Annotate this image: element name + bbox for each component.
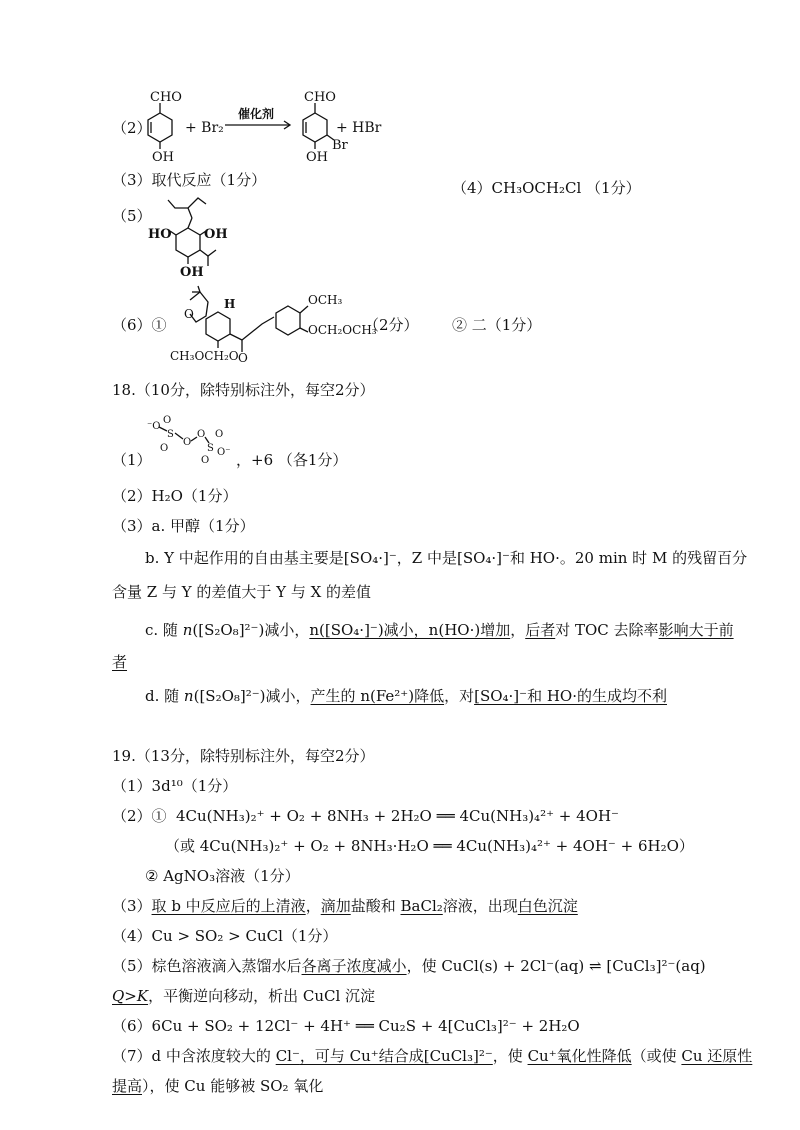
p5-oh-right: OH (204, 227, 228, 242)
reactant-cho: CHO (150, 90, 182, 105)
q19-p7-f: （或使 (631, 1047, 682, 1065)
q17-p4: （4）CH₃OCH₂Cl （1分） (452, 179, 641, 197)
q18-p3c-g: 对 TOC 去除率 (555, 621, 659, 639)
product-cho: CHO (304, 90, 336, 105)
q19-p5-c: ，使 CuCl(s) + 2Cl⁻(aq) ⇌ [CuCl₃]²⁻(aq) (406, 957, 706, 975)
p6-och3: OCH₃ (308, 293, 343, 307)
plus-br2: + Br₂ (185, 120, 224, 136)
q19-p2-part2: ② AgNO₃溶液（1分） (145, 867, 300, 885)
q18-p3c-line2: 者 (112, 653, 128, 671)
product-oh: OH (306, 150, 328, 165)
q17-p6-part2: ② 二（1分） (452, 316, 542, 334)
q19-p3-d: 滴加 (320, 897, 351, 915)
q19-p7-b: Cl⁻ (275, 1047, 300, 1065)
q18-p3d-c: ([S₂O₈]²⁻)减小， (193, 687, 311, 705)
q19-p5-d: Q>K (112, 987, 149, 1005)
q19-p7-e: Cu⁺氧化性降低 (527, 1047, 632, 1065)
q17-p6-label: （6）① (112, 316, 167, 334)
q17-p2-reaction (140, 85, 520, 165)
q19-p2-eq1: 4Cu(NH₃)₂⁺ + O₂ + 8NH₃ + 2H₂O ══ 4Cu(NH₃)₄²⁺ + 4OH⁻ (176, 807, 619, 825)
q19-p5-line2 (112, 986, 375, 1006)
q18-p3c-d: n([SO₄·]⁻)减小，n(HO·)增加 (309, 621, 511, 639)
q19-p2-label: （2）① (112, 807, 167, 825)
q17-p3: （3）取代反应（1分） (112, 171, 267, 189)
svg-text:⁻O: ⁻O (147, 421, 161, 432)
q18-p3b-line2: 含量 Z 与 Y 的差值大于 Y 与 X 的差值 (112, 583, 372, 601)
q19-p4: （4）Cu > SO₂ > CuCl（1分） (112, 927, 338, 945)
svg-text:S: S (207, 443, 214, 454)
q18-p1-answer: ，+6 （各1分） (236, 451, 348, 469)
q18-p3d-a: d. 随 (145, 687, 184, 705)
p5-benzene-ring (176, 228, 200, 257)
q19-p2-eq2: （或 4Cu(NH₃)₂⁺ + O₂ + 8NH₃·H₂O ══ 4Cu(NH₃)₄²⁺ + 4OH⁻ + 6H₂O） (165, 837, 694, 855)
p6-benzene-ring-a (206, 312, 230, 341)
q19-p3 (112, 896, 578, 916)
q18-p3c-f: 后者 (525, 621, 556, 639)
catalyst-label: 催化剂 (238, 107, 275, 121)
q19-p7-a: （7）d 中含浓度较大的 (112, 1047, 276, 1065)
p6-o-ring: O (184, 307, 194, 321)
q18-p1-peroxydisulfate-structure (145, 415, 235, 465)
p6-h: H (224, 297, 236, 311)
q17-p6-points: （2分） (364, 316, 419, 334)
q18-p3d (145, 686, 667, 706)
q18-p3d-f: [SO₄·]⁻和 HO·的生成均不利 (474, 687, 667, 705)
q18-p3d-d: 产生的 n(Fe²⁺)降低 (310, 687, 445, 705)
q19-header: 19.（13分，除特别标注外，每空2分） (112, 747, 375, 765)
q19-p7-line2 (112, 1076, 323, 1096)
q19-p3-e: 盐酸和 (350, 897, 401, 915)
q19-p7-line1 (112, 1046, 752, 1066)
q17-p6-structure (160, 282, 395, 367)
q18-p3b-line1: b. Y 中起作用的自由基主要是[SO₄·]⁻，Z 中是[SO₄·]⁻和 HO·。20 min 时 M 的残留百分 (145, 549, 748, 567)
q19-p5-e: ，平衡逆向移动，析出 CuCl 沉淀 (148, 987, 376, 1005)
q19-p6: （6）6Cu + SO₂ + 12Cl⁻ + 4H⁺ ══ Cu₂S + 4[CuCl₃]²⁻ + 2H₂O (112, 1017, 580, 1035)
svg-text:O: O (215, 429, 224, 440)
svg-text:O: O (197, 429, 206, 440)
p6-o-ketone: O (238, 351, 248, 365)
svg-text:O: O (183, 437, 192, 448)
q19-p7-g: Cu 还原性 (681, 1047, 753, 1065)
svg-text:O: O (160, 443, 169, 454)
product-br: Br (332, 138, 348, 153)
p6-ch3och2o: CH₃OCH₂O (170, 349, 239, 363)
q19-p5-a: （5）棕色溶液滴入蒸馏水后 (112, 957, 302, 975)
q19-p7-h: 提高 (112, 1077, 143, 1095)
q18-p3c-h: 影响大于前 (658, 621, 734, 639)
svg-text:S: S (167, 429, 174, 440)
q18-p3d-e: ，对 (444, 687, 475, 705)
q19-p1: （1）3d¹⁰（1分） (112, 777, 238, 795)
p6-benzene-ring-b (276, 306, 300, 335)
q18-p3c-line1 (145, 620, 734, 640)
plus-hbr: + HBr (336, 120, 382, 136)
q18-header: 18.（10分，除特别标注外，每空2分） (112, 381, 375, 399)
q19-p3-c: ， (305, 897, 321, 915)
svg-text:O: O (201, 455, 210, 465)
q19-p3-h: 白色沉淀 (517, 897, 578, 915)
q19-p3-b: 取 b 中反应后的上清液 (151, 897, 306, 915)
q18-p3a: （3）a. 甲醇（1分） (112, 517, 255, 535)
q19-p3-f: BaCl₂ (400, 897, 443, 915)
q19-p7-d: ，使 (492, 1047, 528, 1065)
q18-p3c-c: ([S₂O₈]²⁻)减小， (192, 621, 310, 639)
q18-p3c-a: c. 随 (145, 621, 183, 639)
q19-p7-i: ），使 Cu 能够被 SO₂ 氧化 (142, 1077, 324, 1095)
q18-p2: （2）H₂O（1分） (112, 487, 238, 505)
q19-p7-c: ，可与 Cu⁺结合成[CuCl₃]²⁻ (299, 1047, 493, 1065)
q17-p5-structure (140, 190, 250, 280)
q18-p3c-b: n (182, 621, 193, 639)
p6-och2och3-right: OCH₂OCH₃ (308, 323, 377, 337)
p5-ho-left: HO (148, 227, 172, 242)
p5-oh-bottom: OH (180, 265, 204, 280)
q19-p3-g: 溶液，出现 (442, 897, 518, 915)
reactant-oh: OH (152, 150, 174, 165)
q19-p5-line1 (112, 956, 706, 976)
svg-text:O⁻: O⁻ (217, 447, 231, 458)
q18-p1-label: （1） (112, 451, 152, 469)
svg-text:O: O (163, 415, 172, 426)
q19-p5-b: 各离子浓度减小 (301, 957, 407, 975)
q17-p2-label: （2） (112, 119, 152, 137)
q17-p5-label: （5） (112, 207, 152, 225)
q19-p3-a: （3） (112, 897, 152, 915)
q18-p3c-e: ， (510, 621, 526, 639)
q18-p3d-b: n (183, 687, 194, 705)
